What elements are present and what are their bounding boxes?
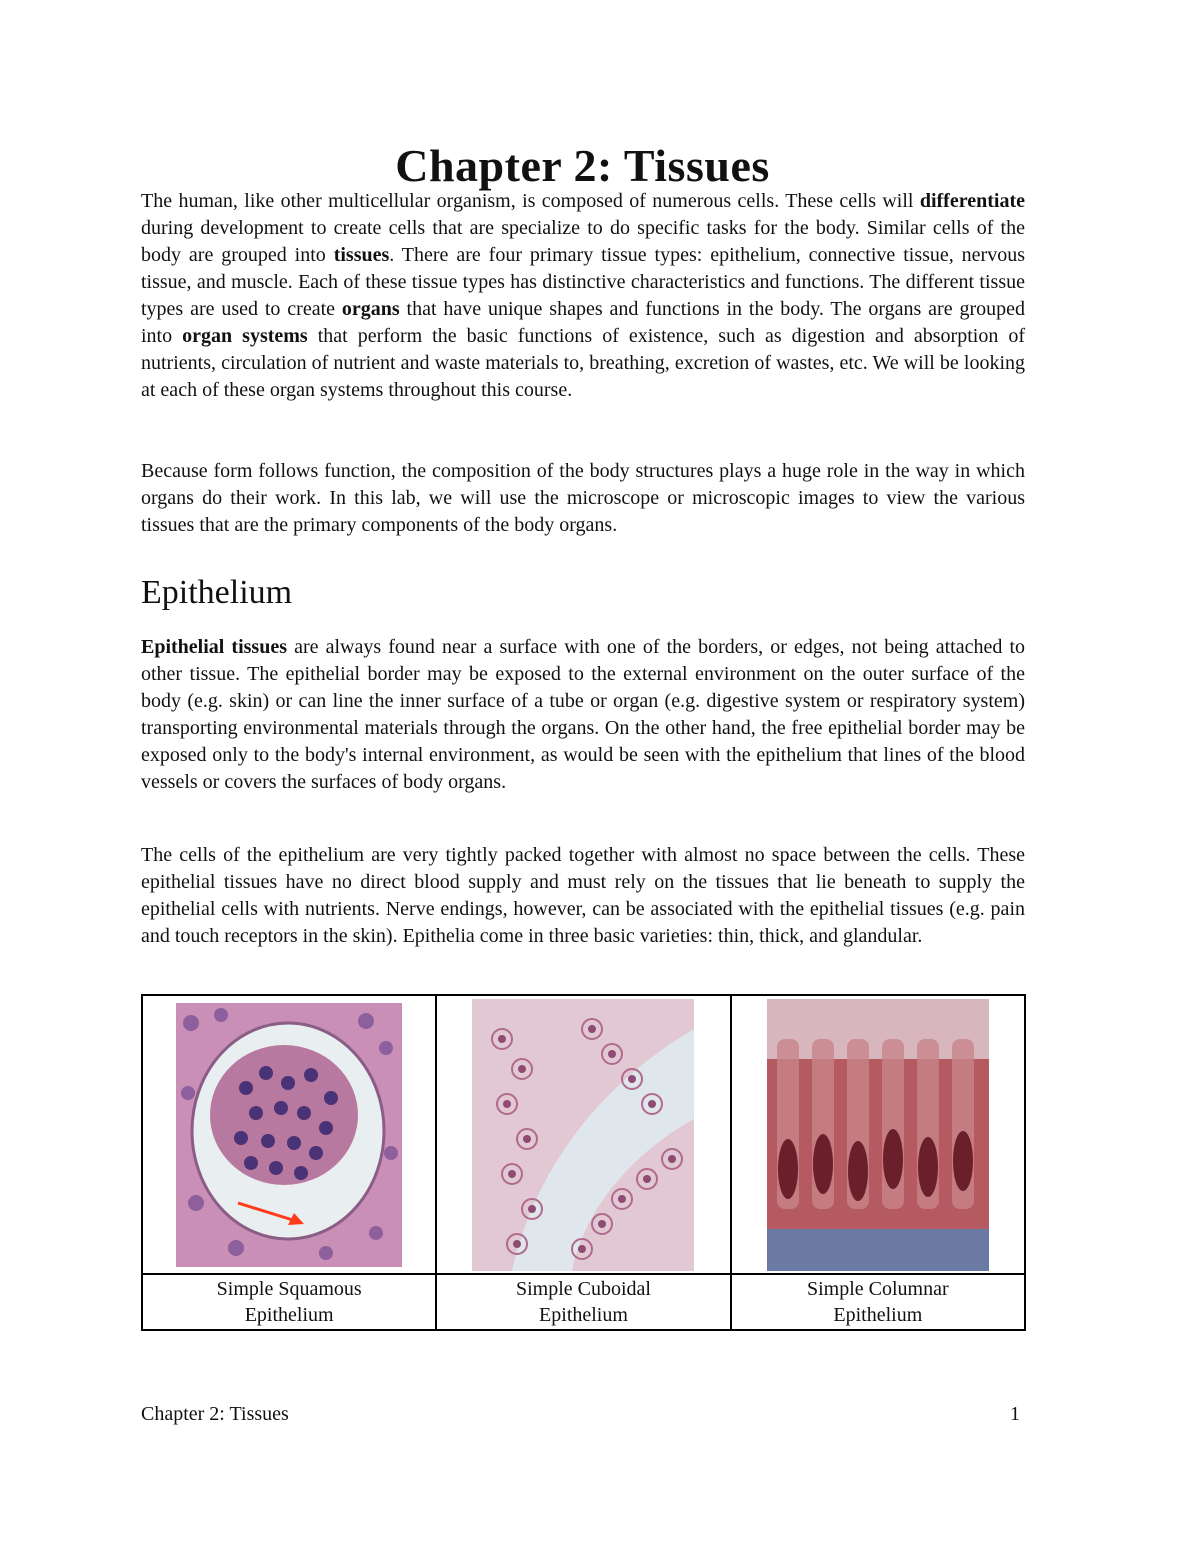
- figure-cell-squamous: [142, 995, 436, 1274]
- footer-page-number: 1: [1010, 1403, 1020, 1425]
- figure-caption-cuboidal: [436, 1274, 730, 1330]
- caption-line: Epithelium: [833, 1304, 923, 1326]
- squamous-epithelium-micrograph: [176, 1003, 402, 1267]
- figure-caption-squamous: [142, 1274, 436, 1330]
- intro-text: that have unique shapes and functions in the body. The organs are grouped into: [141, 298, 1025, 347]
- caption-line: Epithelium: [244, 1304, 334, 1326]
- caption-line: Simple Squamous: [216, 1278, 362, 1300]
- columnar-epithelium-micrograph: [767, 999, 989, 1271]
- caption-line: Simple Columnar: [806, 1278, 949, 1300]
- figure-caption-columnar: [731, 1274, 1025, 1330]
- cuboidal-epithelium-micrograph: [472, 999, 694, 1271]
- intro-text: that perform the basic functions of existence, such as digestion and absorption of nutrients, circulation of nutrient and waste materials to, breathing, excretion of wastes, etc. We will be looking at each of these organ systems throughout this course.: [141, 325, 1025, 401]
- term-differentiate: differentiate: [919, 190, 1025, 212]
- section-heading-epithelium: Epithelium: [141, 574, 293, 611]
- term-organ-systems: organ systems: [182, 325, 308, 347]
- term-epithelial-tissues: Epithelial tissues: [141, 636, 288, 658]
- epithelium-text: are always found near a surface with one of the borders, or edges, not being attached to other tissue. The epithelial border may be exposed to the external environment on the outer surface of the body (e.g. skin) or can line the inner surface of a tube or organ (e.g. digestive system or respiratory system) transporting environmental materials through the organs. On the other hand, the free epithelial border may be exposed only to the body's internal environment, as would be seen with the epithelium that lines of the blood vessels or covers the surfaces of body organs.: [141, 636, 1026, 793]
- intro-text: during development to create cells that are specialize to do specific tasks for the body. Similar cells of the body are grouped into: [141, 217, 1025, 266]
- intro-paragraph-1: [141, 188, 1025, 404]
- epithelium-paragraph-2: The cells of the epithelium are very tightly packed together with almost no space between the cells. These epithelial tissues have no direct blood supply and must rely on the tissues that lie beneath to supply the epithelial cells with nutrients. Nerve endings, however, can be associated with the epithelial tissues (e.g. pain and touch receptors in the skin). Epithelia come in three basic varieties: thin, thick, and glandular.: [141, 844, 1025, 947]
- intro-text: . There are four primary tissue types: epithelium, connective tissue, nervous tissue, and muscle. Each of these tissue types has distinctive characteristics and functions. The different tissue types are used to create: [141, 244, 1025, 320]
- footer-chapter-title: Chapter 2: Tissues: [141, 1403, 289, 1425]
- term-tissues: tissues: [333, 244, 390, 266]
- figure-cell-cuboidal: [436, 995, 730, 1274]
- page-title: Chapter 2: Tissues: [395, 139, 770, 191]
- intro-text: The human, like other multicellular organism, is composed of numerous cells. These cells will: [141, 190, 920, 212]
- figure-cell-columnar: [731, 995, 1025, 1274]
- intro-paragraph-2: Because form follows function, the composition of the body structures plays a huge role in the way in which organs do their work. In this lab, we will use the microscope or microscopic images to view the various tissues that are the primary components of the body organs.: [141, 460, 1025, 536]
- epithelium-figure-table: [141, 994, 1026, 1331]
- epithelium-paragraph-1: [141, 634, 1025, 796]
- term-organs: organs: [341, 298, 400, 320]
- caption-line: Simple Cuboidal: [515, 1278, 651, 1300]
- caption-line: Epithelium: [539, 1304, 628, 1326]
